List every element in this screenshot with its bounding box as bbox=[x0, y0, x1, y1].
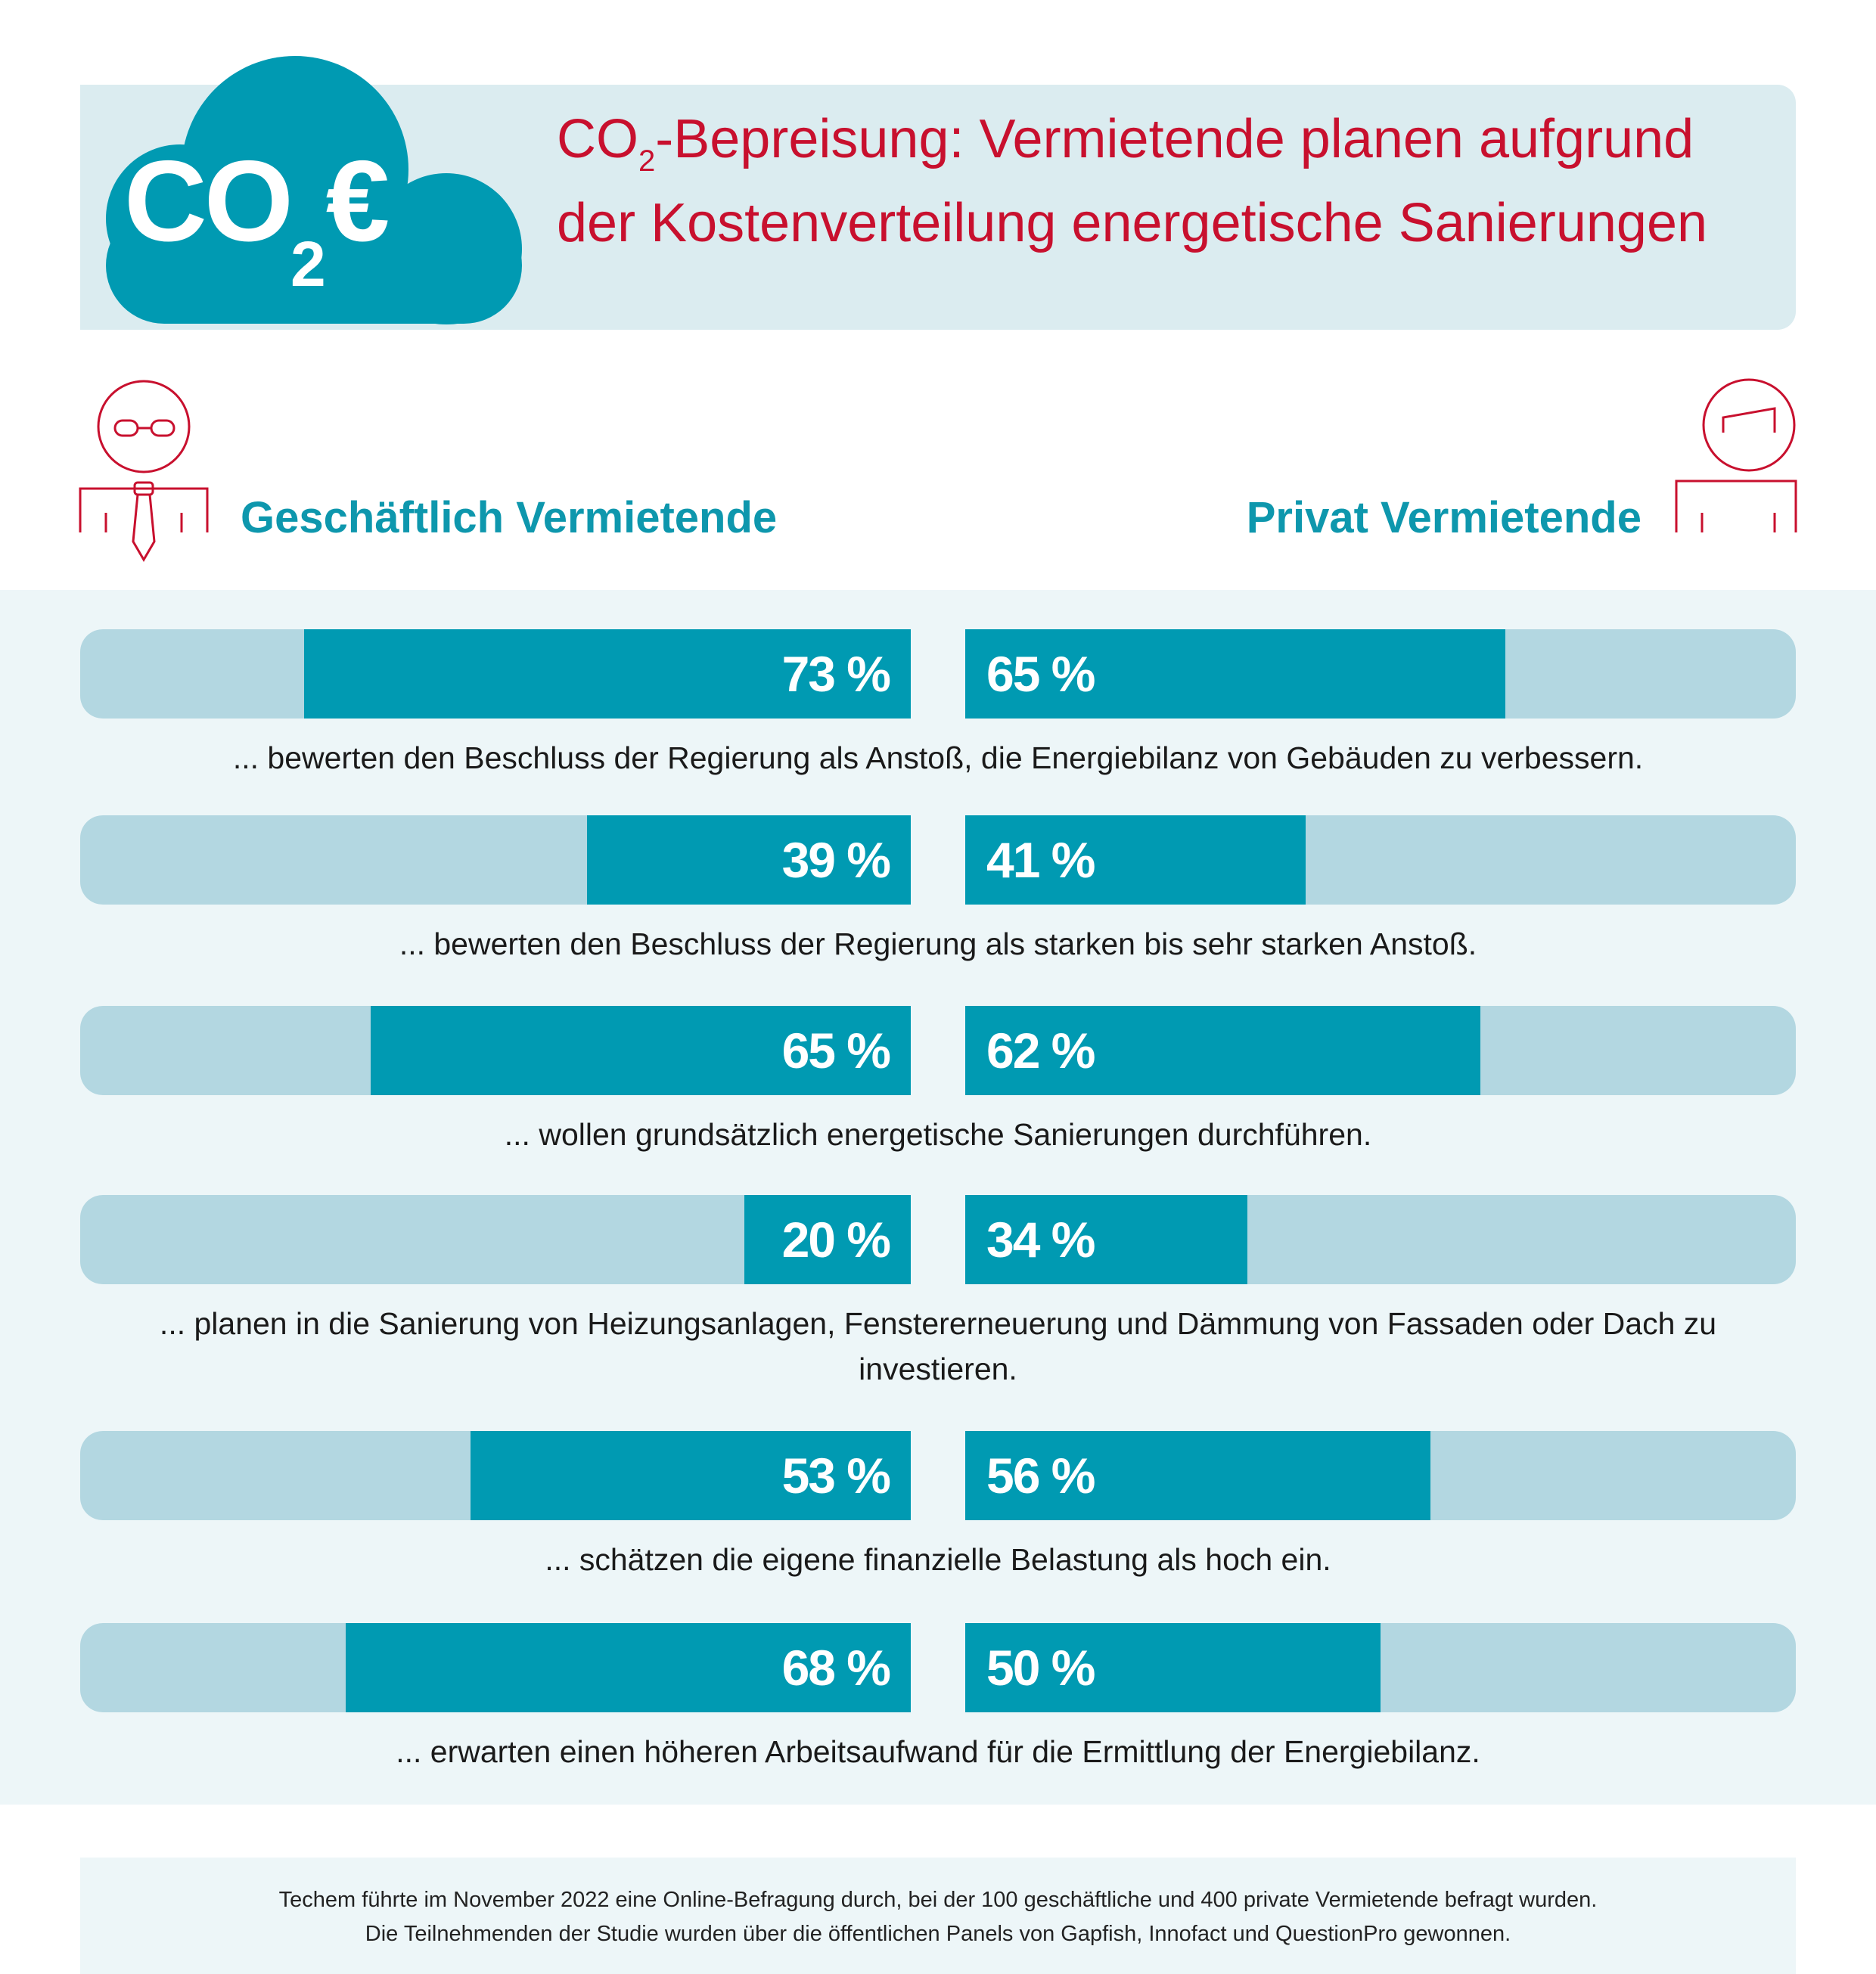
bar-track-business bbox=[80, 815, 911, 905]
bar-label-private: 56 % bbox=[986, 1448, 1095, 1504]
bar-label-business: 39 % bbox=[781, 832, 890, 888]
logo-text: $CO_2€$ bbox=[124, 137, 387, 300]
page-title: $CO_2$-Bepreisung: Vermietende planen aufgrund der Kostenverteilung energetische Sanierungen bbox=[557, 109, 1708, 253]
category-caption: ... wollen grundsätzlich energetische Sanierungen durchführen. bbox=[504, 1117, 1372, 1152]
bar-track-private bbox=[965, 1431, 1796, 1520]
bar-label-business: 20 % bbox=[781, 1212, 890, 1268]
bar-track-business bbox=[80, 1195, 911, 1284]
bar-track-business bbox=[80, 1006, 911, 1095]
category-caption: ... bewerten den Beschluss der Regierung als Anstoß, die Energiebilanz von Gebäuden zu verbessern. bbox=[232, 740, 1644, 775]
bar-label-business: 53 % bbox=[781, 1448, 890, 1504]
bar-track-private bbox=[965, 815, 1796, 905]
bar-track-business bbox=[80, 629, 911, 719]
footer-line-2: Die Teilnehmenden der Studie wurden über die öffentlichen Panels von Gapfish, Innofact und QuestionPro gewonnen. bbox=[365, 1922, 1511, 1946]
category-caption: ... planen in die Sanierung von Heizungsanlagen, Fenstererneuerung und Dämmung von Fassaden oder Dach zu investieren. bbox=[159, 1306, 1717, 1386]
column-heading-private: Privat Vermietende bbox=[1246, 493, 1642, 542]
category-caption: ... schätzen die eigene finanzielle Belastung als hoch ein. bbox=[545, 1542, 1331, 1577]
bar-label-business: 73 % bbox=[781, 646, 890, 702]
footer-line-1: Techem führte im November 2022 eine Online-Befragung durch, bei der 100 geschäftliche und 400 private Vermietende befragt wurden. bbox=[278, 1888, 1598, 1912]
category-caption: ... erwarten einen höheren Arbeitsaufwand für die Ermittlung der Energiebilanz. bbox=[396, 1734, 1480, 1769]
bar-label-private: 50 % bbox=[986, 1640, 1095, 1696]
bar-label-private: 34 % bbox=[986, 1212, 1095, 1268]
bar-track-private bbox=[965, 1623, 1796, 1712]
bar-track-business bbox=[80, 1623, 911, 1712]
bar-label-business: 65 % bbox=[781, 1023, 890, 1079]
column-heading-business: Geschäftlich Vermietende bbox=[241, 493, 778, 542]
category-caption: ... bewerten den Beschluss der Regierung als starken bis sehr starken Anstoß. bbox=[399, 926, 1477, 961]
bar-label-private: 41 % bbox=[986, 832, 1095, 888]
bar-track-private bbox=[965, 1195, 1796, 1284]
bar-track-private bbox=[965, 629, 1796, 719]
person-icon bbox=[1669, 378, 1805, 537]
chart-area bbox=[0, 590, 1876, 1805]
businessperson-icon bbox=[73, 378, 209, 564]
bar-label-private: 62 % bbox=[986, 1023, 1095, 1079]
bar-label-private: 65 % bbox=[986, 646, 1095, 702]
bar-track-private bbox=[965, 1006, 1796, 1095]
footer-note bbox=[80, 1858, 1796, 1974]
bar-label-business: 68 % bbox=[781, 1640, 890, 1696]
bar-track-business bbox=[80, 1431, 911, 1520]
